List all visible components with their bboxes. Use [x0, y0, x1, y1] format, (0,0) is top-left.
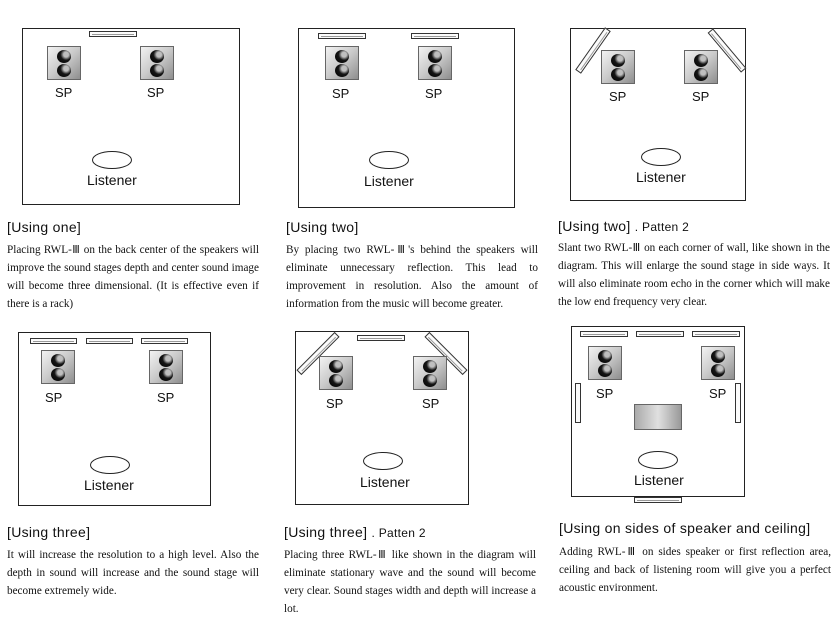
listener-ellipse [92, 151, 132, 169]
speaker-label: SP [157, 390, 175, 405]
listener-label: Listener [636, 169, 686, 185]
speaker-icon [149, 350, 183, 384]
speaker-label: SP [692, 89, 710, 104]
acoustic-panel [735, 383, 741, 423]
speaker-label: SP [55, 85, 73, 100]
card-title-using-two-patten-2: [Using two] . Patten 2 [558, 218, 690, 234]
card-title-using-three-patten-2: [Using three] . Patten 2 [284, 524, 426, 540]
listener-label: Listener [84, 477, 134, 493]
acoustic-panel [575, 383, 581, 423]
acoustic-panel [318, 33, 366, 39]
listener-ellipse [638, 451, 678, 469]
speaker-icon [601, 50, 635, 84]
card-description: Placing three RWL-Ⅲ like shown in the diagram will eliminate stationary wave and the sound will become very clear. Sound stages width and depth will increase a lot. [284, 549, 536, 615]
speaker-icon [47, 46, 81, 80]
speaker-icon [413, 356, 447, 390]
speaker-icon [319, 356, 353, 390]
card-description: It will increase the resolution to a high level. Also the depth in sound will increase and the sound stage will become extremely wide. [7, 549, 259, 597]
acoustic-panel [30, 338, 77, 344]
card-title-using-sides-and-ceiling: [Using on sides of speaker and ceiling] [559, 520, 811, 536]
listener-ellipse [369, 151, 409, 169]
card-title-using-one: [Using one] [7, 219, 82, 235]
acoustic-panel [411, 33, 459, 39]
speaker-icon [140, 46, 174, 80]
speaker-label: SP [326, 396, 344, 411]
speaker-icon [588, 346, 622, 380]
card-title-using-three: [Using three] [7, 524, 91, 540]
acoustic-panel [636, 331, 684, 337]
acoustic-panel [692, 331, 740, 337]
listener-label: Listener [634, 472, 684, 488]
card-title-using-two: [Using two] [286, 219, 359, 235]
speaker-label: SP [596, 386, 614, 401]
speaker-label: SP [609, 89, 627, 104]
speaker-label: SP [332, 86, 350, 101]
listener-label: Listener [364, 173, 414, 189]
listener-label: Listener [87, 172, 137, 188]
acoustic-panel [141, 338, 188, 344]
card-description: Adding RWL-Ⅲ on sides speaker or first reflection area, ceiling and back of listening room will give you a perfect acoustic environment. [559, 546, 831, 594]
speaker-icon [418, 46, 452, 80]
acoustic-panel [634, 497, 682, 503]
listener-ellipse [363, 452, 403, 470]
listener-label: Listener [360, 474, 410, 490]
speaker-label: SP [709, 386, 727, 401]
speaker-icon [701, 346, 735, 380]
listener-ellipse [90, 456, 130, 474]
speaker-label: SP [425, 86, 443, 101]
ceiling-panel [634, 404, 682, 430]
acoustic-panel [86, 338, 133, 344]
card-description: Slant two RWL-Ⅲ on each corner of wall, like shown in the diagram. This will enlarge the sound stage in side ways. It will also eliminate room echo in the corner which will make the low end frequency very clear. [558, 242, 830, 308]
card-description: By placing two RWL-Ⅲ's behind the speakers will eliminate unnecessary reflection. This lead to improvement in resolution. Also the amount of information from the music will become greater. [286, 244, 538, 310]
speaker-icon [684, 50, 718, 84]
acoustic-panel [357, 335, 405, 341]
speaker-icon [41, 350, 75, 384]
speaker-label: SP [45, 390, 63, 405]
speaker-label: SP [147, 85, 165, 100]
speaker-label: SP [422, 396, 440, 411]
card-description: Placing RWL-Ⅲ on the back center of the speakers will improve the sound stages depth and center sound image will become three dimensional. (It is effective even if there is a rack) [7, 244, 259, 310]
listener-ellipse [641, 148, 681, 166]
acoustic-panel [89, 31, 137, 37]
acoustic-panel [580, 331, 628, 337]
speaker-icon [325, 46, 359, 80]
